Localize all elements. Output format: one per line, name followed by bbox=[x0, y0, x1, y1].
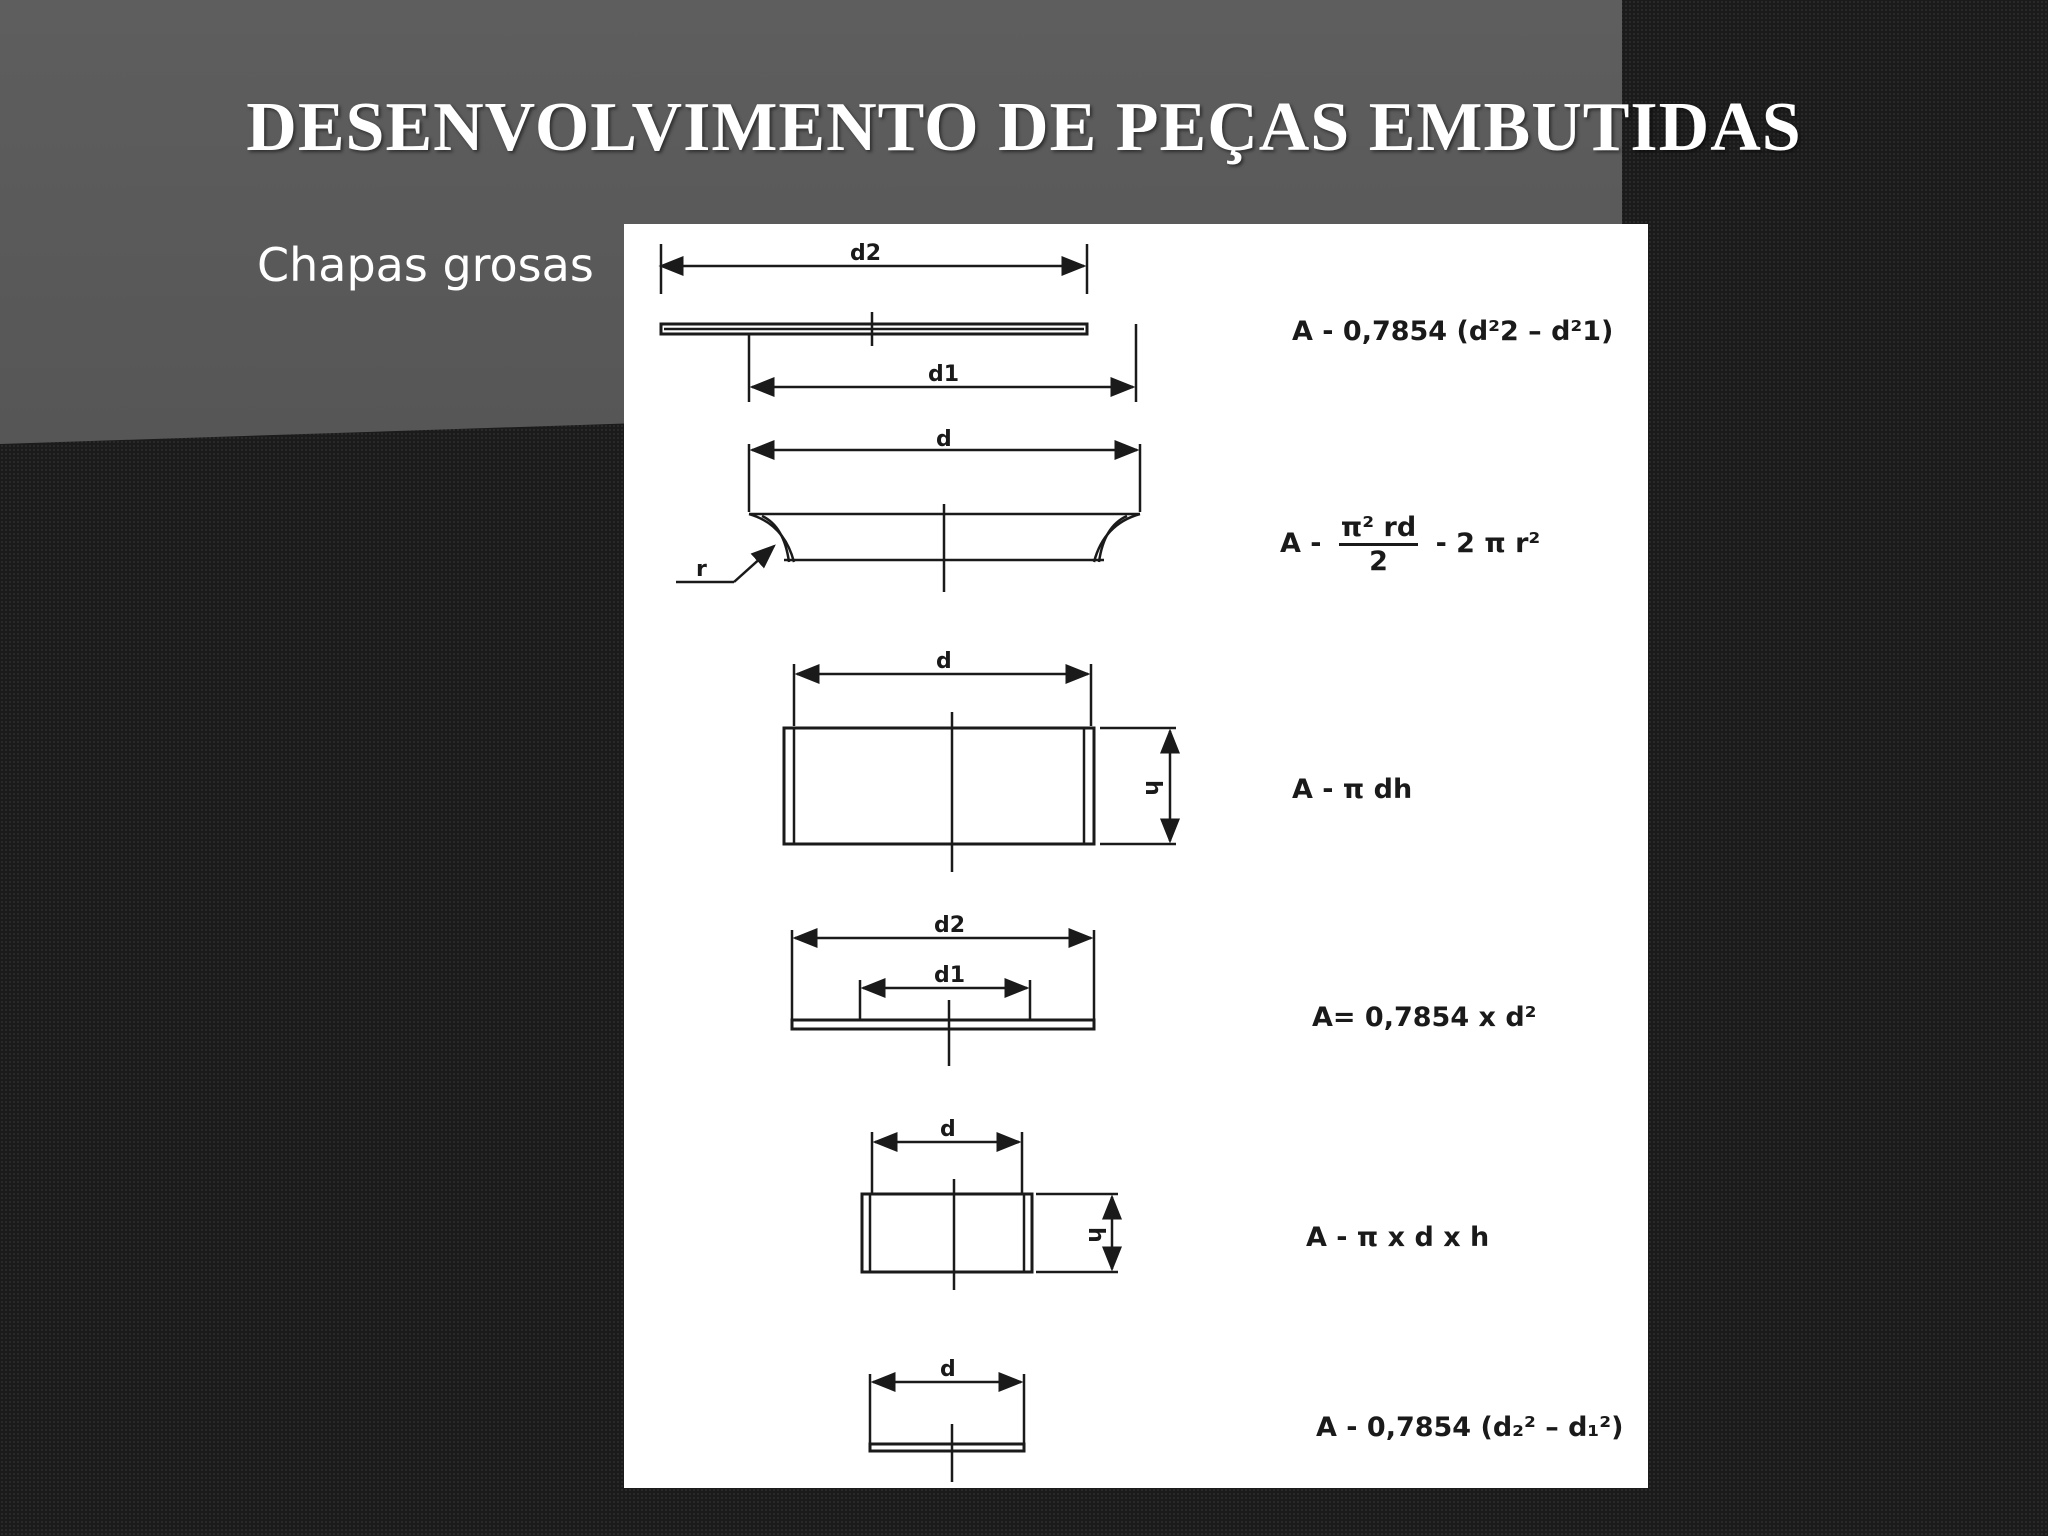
shape-1-drawing bbox=[661, 244, 1136, 402]
formula-2-fraction bbox=[1339, 512, 1418, 577]
slide-title: DESENVOLVIMENTO DE PEÇAS EMBUTIDAS bbox=[246, 89, 1802, 166]
formula-2-prefix: A - bbox=[1280, 528, 1322, 559]
formula-4: A= 0,7854 x d² bbox=[1312, 1002, 1537, 1033]
slide-subtitle: Chapas grosas bbox=[257, 238, 594, 292]
shape-3-label-d: d bbox=[936, 649, 952, 674]
shape-4-drawing bbox=[792, 930, 1094, 1066]
formula-2-numerator: π² rd bbox=[1339, 512, 1418, 546]
shape-2-drawing bbox=[676, 444, 1140, 592]
drawing-sheet bbox=[624, 224, 1648, 1488]
shape-6-label-d: d bbox=[940, 1357, 956, 1382]
formula-5: A - π x d x h bbox=[1306, 1222, 1490, 1253]
shape-3-label-h: h bbox=[1140, 780, 1165, 796]
shape-2-label-d: d bbox=[936, 427, 952, 452]
formula-3: A - π dh bbox=[1292, 774, 1413, 805]
shape-1-label-d1: d1 bbox=[928, 362, 960, 387]
shape-5-label-d: d bbox=[940, 1117, 956, 1142]
formula-1: A - 0,7854 (d²2 – d²1) bbox=[1292, 316, 1614, 347]
shape-6-drawing bbox=[870, 1374, 1024, 1482]
shape-4-label-d2: d2 bbox=[934, 913, 966, 938]
shape-2-label-r: r bbox=[696, 557, 707, 582]
technical-drawings bbox=[624, 224, 1648, 1488]
shape-5-label-h: h bbox=[1083, 1227, 1108, 1243]
shape-4-label-d1: d1 bbox=[934, 963, 966, 988]
formula-2-suffix: - 2 π r² bbox=[1435, 528, 1541, 559]
shape-3-drawing bbox=[784, 664, 1176, 872]
formula-6: A - 0,7854 (d₂² – d₁²) bbox=[1316, 1412, 1624, 1443]
formula-2 bbox=[1280, 512, 1540, 577]
shape-1-label-d2: d2 bbox=[850, 241, 882, 266]
formula-2-denominator: 2 bbox=[1369, 546, 1388, 577]
shape-5-drawing bbox=[862, 1132, 1118, 1290]
